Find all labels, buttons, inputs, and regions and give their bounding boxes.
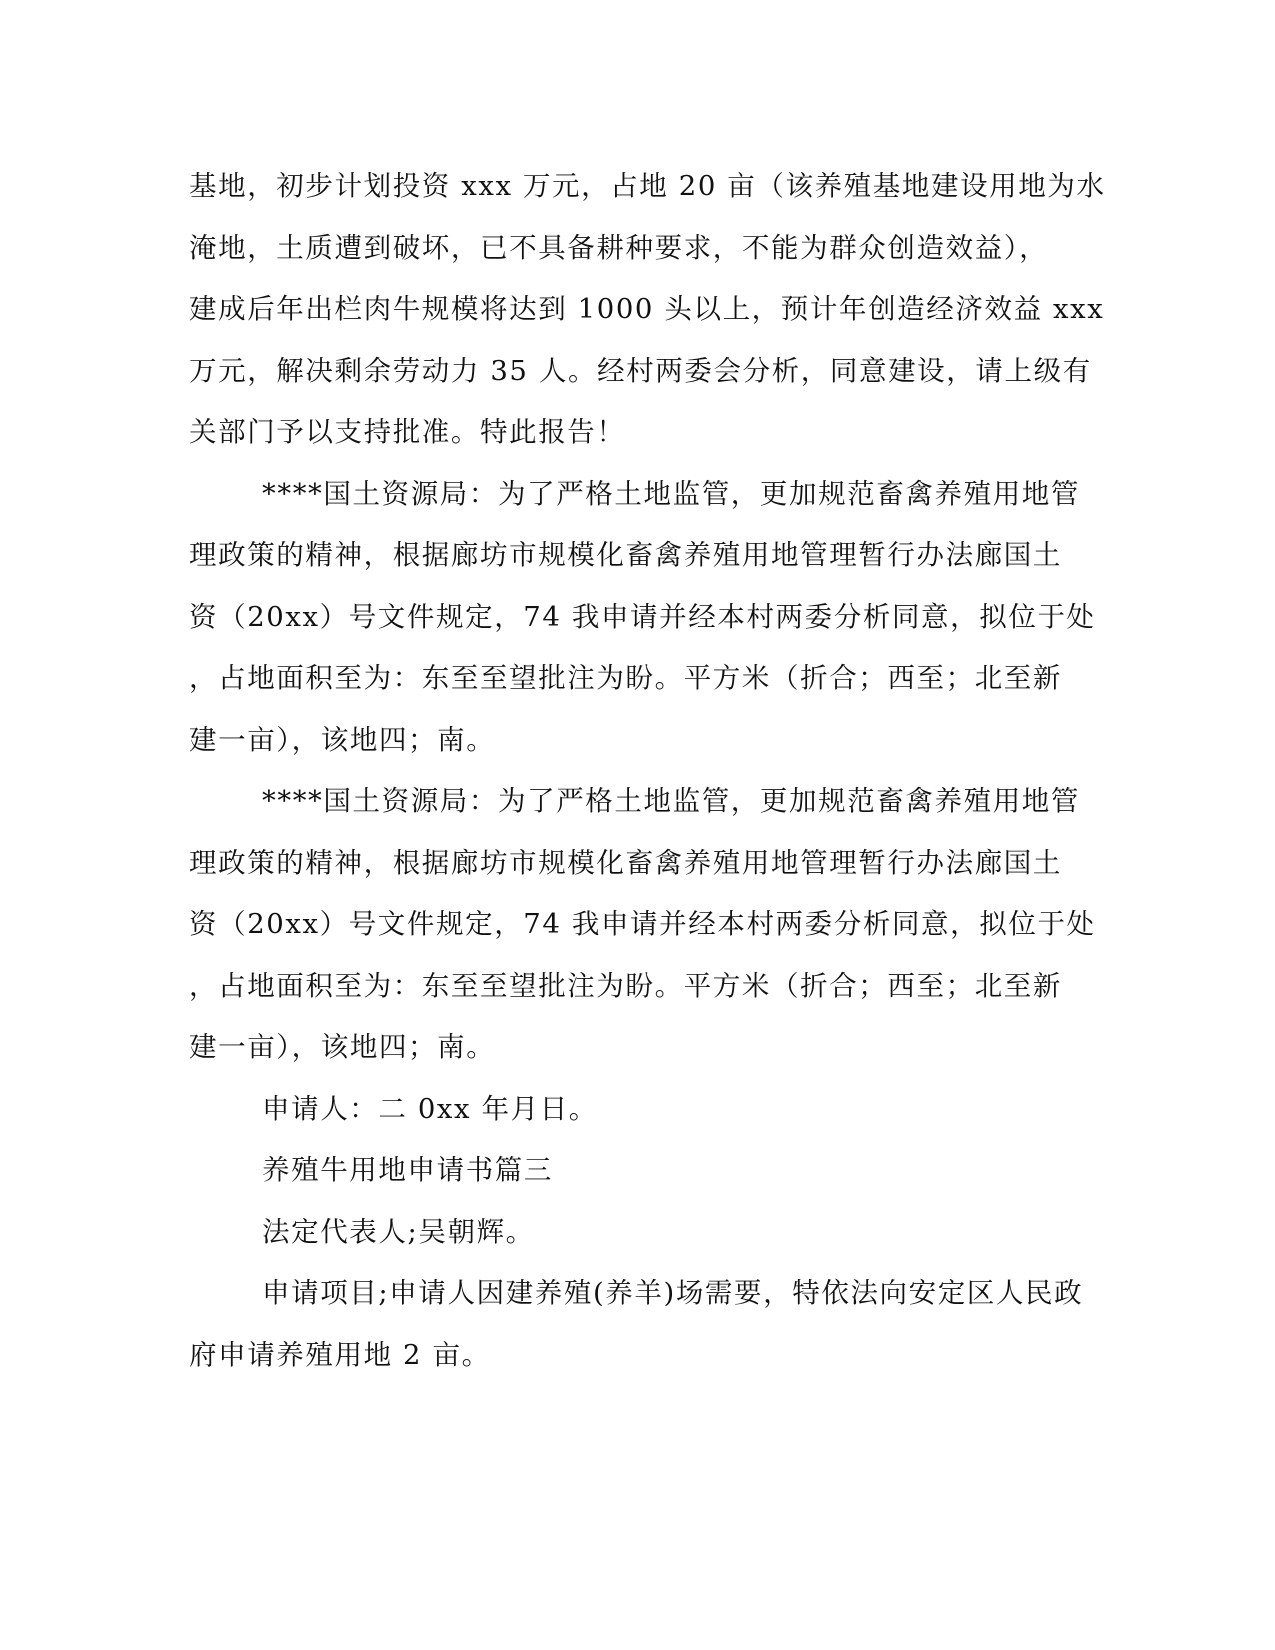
text-line: ，占地面积至为：东至至望批注为盼。平方米（折合；西至；北至新 [189,662,1062,694]
document-body [189,156,1106,1386]
text-line: 申请人：二 0xx 年月日。 [262,1092,598,1125]
text-line: 基地，初步计划投资 xxx 万元，占地 20 亩（该养殖基地建设用地为水 [189,170,1106,202]
text-line: ，占地面积至为：东至至望批注为盼。平方米（折合；西至；北至新 [189,969,1062,1002]
paragraph-legal-representative [189,1202,1081,1264]
text-line: ****国土资源局：为了严格土地监管，更加规范畜禽养殖用地管 [262,477,1080,510]
paragraph-land-bureau-2 [189,771,1096,1079]
text-line: 建成后年出栏肉牛规模将达到 1000 头以上，预计年创造经济效益 xxx [189,293,1105,325]
text-line: 建一亩），该地四；南。 [189,723,496,756]
text-line: 关部门予以支持批准。特此报告！ [189,416,626,448]
text-line: 养殖牛用地申请书篇三 [262,1154,553,1186]
text-line: 资（20xx）号文件规定，74 我申请并经本村两委分析同意，拟位于处 [189,908,1096,940]
text-line: ****国土资源局：为了严格土地监管，更加规范畜禽养殖用地管 [262,785,1080,817]
text-line: 理政策的精神，根据廊坊市规模化畜禽养殖用地管理暂行办法廊国土 [189,539,1062,571]
text-line: 府申请养殖用地 2 亩。 [189,1338,491,1371]
text-line: 理政策的精神，根据廊坊市规模化畜禽养殖用地管理暂行办法廊国土 [189,846,1062,879]
text-line: 淹地，土质遭到破坏，已不具备耕种要求，不能为群众创造效益）， [189,231,1049,264]
text-line: 万元，解决剩余劳动力 35 人。经村两委会分析，同意建设，请上级有 [189,354,1092,387]
paragraph-land-plan [189,156,1106,464]
section-heading [189,1140,1081,1202]
paragraph-land-bureau-1 [189,464,1096,772]
paragraph-applicant-date [189,1079,1081,1141]
paragraph-application-item [189,1263,1084,1386]
text-line: 法定代表人;吴朝辉。 [262,1215,535,1248]
text-line: 建一亩），该地四；南。 [189,1031,496,1063]
text-line: 申请项目;申请人因建养殖(养羊)场需要，特依法向安定区人民政 [262,1277,1084,1309]
text-line: 资（20xx）号文件规定，74 我申请并经本村两委分析同意，拟位于处 [189,600,1096,633]
